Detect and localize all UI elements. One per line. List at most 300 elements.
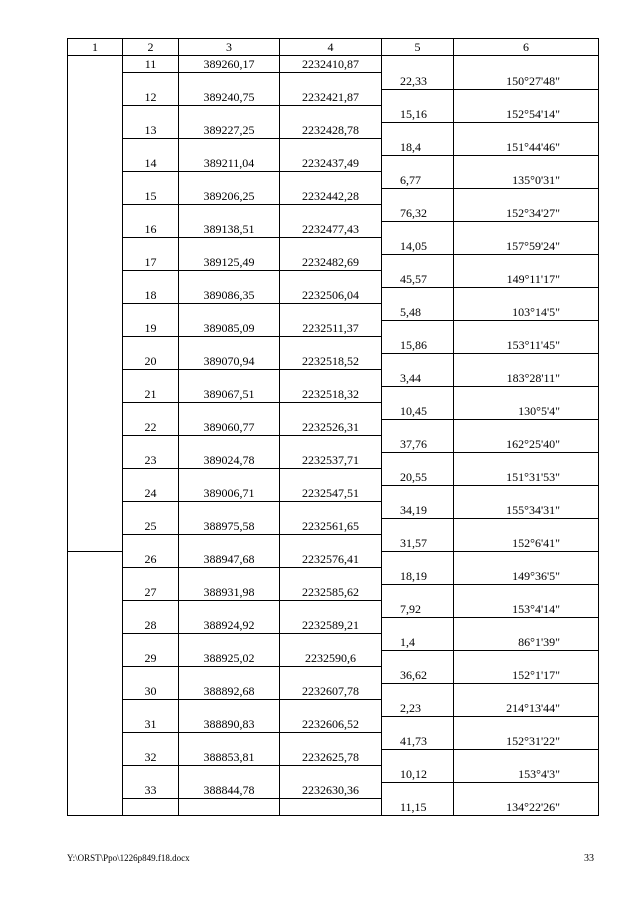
- segment-length: 45,57: [382, 271, 454, 288]
- empty-cell: [382, 683, 454, 700]
- coordinates-table: [67, 38, 599, 816]
- empty-cell: [382, 452, 454, 469]
- point-y: 2232561,65: [280, 518, 382, 535]
- group-cell: [68, 56, 123, 73]
- segment-length: 76,32: [382, 205, 454, 222]
- point-y: 2232547,51: [280, 485, 382, 502]
- segment-row: [68, 634, 599, 651]
- empty-cell: [123, 634, 179, 651]
- empty-cell: [454, 122, 599, 139]
- empty-cell: [382, 287, 454, 304]
- empty-cell: [179, 733, 280, 750]
- empty-cell: [454, 419, 599, 436]
- group-cell: [68, 271, 123, 288]
- point-row: [68, 254, 599, 271]
- point-number: 17: [123, 254, 179, 271]
- point-y: 2232518,52: [280, 353, 382, 370]
- segment-angle: 103°14'5": [454, 304, 599, 321]
- segment-row: [68, 766, 599, 783]
- segment-angle: 149°11'17": [454, 271, 599, 288]
- empty-cell: [280, 766, 382, 783]
- point-number: 26: [123, 551, 179, 568]
- empty-cell: [454, 782, 599, 799]
- point-row: [68, 650, 599, 667]
- segment-angle: 153°4'14": [454, 601, 599, 618]
- empty-cell: [454, 56, 599, 73]
- group-cell: [68, 502, 123, 519]
- empty-cell: [454, 518, 599, 535]
- point-row: [68, 419, 599, 436]
- point-number: 27: [123, 584, 179, 601]
- group-cell: [68, 749, 123, 766]
- segment-length: 2,23: [382, 700, 454, 717]
- segment-row: [68, 73, 599, 90]
- segment-row: [68, 502, 599, 519]
- point-y: 2232477,43: [280, 221, 382, 238]
- header-cell: 2: [123, 39, 179, 56]
- point-number: 19: [123, 320, 179, 337]
- empty-cell: [454, 155, 599, 172]
- empty-cell: [382, 716, 454, 733]
- point-x: 389085,09: [179, 320, 280, 337]
- segment-row: [68, 436, 599, 453]
- segment-angle: 150°27'48": [454, 73, 599, 90]
- group-cell: [68, 766, 123, 783]
- group-cell: [68, 617, 123, 634]
- segment-angle: 152°34'27": [454, 205, 599, 222]
- group-cell: [68, 716, 123, 733]
- point-x: 389211,04: [179, 155, 280, 172]
- empty-cell: [123, 370, 179, 387]
- empty-cell: [179, 271, 280, 288]
- empty-cell: [179, 634, 280, 651]
- segment-length: 6,77: [382, 172, 454, 189]
- empty-cell: [280, 106, 382, 123]
- group-cell: [68, 733, 123, 750]
- segment-row: [68, 304, 599, 321]
- point-y: 2232576,41: [280, 551, 382, 568]
- segment-angle: 153°4'3": [454, 766, 599, 783]
- point-y: 2232607,78: [280, 683, 382, 700]
- point-y: 2232442,28: [280, 188, 382, 205]
- point-row: [68, 287, 599, 304]
- empty-cell: [123, 799, 179, 816]
- empty-cell: [280, 568, 382, 585]
- segment-row: [68, 172, 599, 189]
- empty-cell: [454, 485, 599, 502]
- point-y: 2232511,37: [280, 320, 382, 337]
- point-y: 2232428,78: [280, 122, 382, 139]
- point-x: 389227,25: [179, 122, 280, 139]
- point-x: 389138,51: [179, 221, 280, 238]
- group-cell: [68, 601, 123, 618]
- group-cell: [68, 188, 123, 205]
- empty-cell: [179, 304, 280, 321]
- point-x: 389240,75: [179, 89, 280, 106]
- empty-cell: [382, 155, 454, 172]
- segment-angle: 151°31'53": [454, 469, 599, 486]
- group-cell: [68, 436, 123, 453]
- empty-cell: [123, 733, 179, 750]
- group-cell: [68, 106, 123, 123]
- point-y: 2232421,87: [280, 89, 382, 106]
- point-number: 14: [123, 155, 179, 172]
- empty-cell: [179, 337, 280, 354]
- empty-cell: [123, 106, 179, 123]
- group-cell: [68, 485, 123, 502]
- empty-cell: [280, 172, 382, 189]
- empty-cell: [123, 568, 179, 585]
- point-row: [68, 386, 599, 403]
- empty-cell: [382, 56, 454, 73]
- segment-row: [68, 271, 599, 288]
- segment-length: 7,92: [382, 601, 454, 618]
- point-y: 2232590,6: [280, 650, 382, 667]
- empty-cell: [454, 452, 599, 469]
- point-number: 11: [123, 56, 179, 73]
- segment-length: 1,4: [382, 634, 454, 651]
- point-number: 13: [123, 122, 179, 139]
- table-header-row: [68, 39, 599, 56]
- empty-cell: [123, 700, 179, 717]
- point-row: [68, 617, 599, 634]
- empty-cell: [123, 535, 179, 552]
- group-cell: [68, 551, 123, 568]
- empty-cell: [454, 551, 599, 568]
- group-cell: [68, 155, 123, 172]
- segment-length: 15,86: [382, 337, 454, 354]
- empty-cell: [382, 485, 454, 502]
- point-row: [68, 716, 599, 733]
- point-x: 388947,68: [179, 551, 280, 568]
- segment-row: [68, 205, 599, 222]
- empty-cell: [280, 799, 382, 816]
- empty-cell: [123, 205, 179, 222]
- group-cell: [68, 320, 123, 337]
- group-cell: [68, 568, 123, 585]
- empty-cell: [123, 271, 179, 288]
- point-row: [68, 551, 599, 568]
- segment-angle: 86°1'39": [454, 634, 599, 651]
- empty-cell: [123, 667, 179, 684]
- header-cell: 3: [179, 39, 280, 56]
- empty-cell: [382, 320, 454, 337]
- empty-cell: [280, 238, 382, 255]
- group-cell: [68, 73, 123, 90]
- segment-length: 5,48: [382, 304, 454, 321]
- segment-row: [68, 568, 599, 585]
- segment-row: [68, 238, 599, 255]
- empty-cell: [382, 353, 454, 370]
- point-row: [68, 56, 599, 73]
- empty-cell: [123, 172, 179, 189]
- segment-angle: 152°31'22": [454, 733, 599, 750]
- empty-cell: [123, 139, 179, 156]
- point-number: 21: [123, 386, 179, 403]
- empty-cell: [123, 337, 179, 354]
- empty-cell: [179, 139, 280, 156]
- segment-row: [68, 139, 599, 156]
- point-y: 2232606,52: [280, 716, 382, 733]
- point-row: [68, 485, 599, 502]
- empty-cell: [179, 106, 280, 123]
- segment-length: 41,73: [382, 733, 454, 750]
- segment-length: 14,05: [382, 238, 454, 255]
- empty-cell: [179, 700, 280, 717]
- group-cell: [68, 353, 123, 370]
- empty-cell: [280, 436, 382, 453]
- point-x: 389260,17: [179, 56, 280, 73]
- empty-cell: [179, 73, 280, 90]
- empty-cell: [179, 601, 280, 618]
- group-cell: [68, 419, 123, 436]
- group-cell: [68, 700, 123, 717]
- empty-cell: [123, 469, 179, 486]
- segment-length: 37,76: [382, 436, 454, 453]
- empty-cell: [280, 370, 382, 387]
- empty-cell: [382, 89, 454, 106]
- empty-cell: [179, 502, 280, 519]
- point-x: 389086,35: [179, 287, 280, 304]
- segment-angle: 151°44'46": [454, 139, 599, 156]
- empty-cell: [123, 238, 179, 255]
- point-number: 16: [123, 221, 179, 238]
- segment-length: 18,19: [382, 568, 454, 585]
- point-row: [68, 320, 599, 337]
- empty-cell: [454, 617, 599, 634]
- segment-angle: 130°5'4": [454, 403, 599, 420]
- group-cell: [68, 205, 123, 222]
- empty-cell: [454, 188, 599, 205]
- group-cell: [68, 634, 123, 651]
- footer-page-number: 33: [584, 853, 594, 864]
- empty-cell: [280, 601, 382, 618]
- group-cell: [68, 650, 123, 667]
- point-x: 389024,78: [179, 452, 280, 469]
- point-number: 24: [123, 485, 179, 502]
- point-y: 2232537,71: [280, 452, 382, 469]
- point-row: [68, 782, 599, 799]
- empty-cell: [280, 469, 382, 486]
- empty-cell: [179, 799, 280, 816]
- group-cell: [68, 89, 123, 106]
- group-cell: [68, 683, 123, 700]
- header-cell: 1: [68, 39, 123, 56]
- header-cell: 6: [454, 39, 599, 56]
- group-cell: [68, 782, 123, 799]
- empty-cell: [179, 667, 280, 684]
- point-y: 2232410,87: [280, 56, 382, 73]
- empty-cell: [179, 238, 280, 255]
- point-row: [68, 353, 599, 370]
- empty-cell: [179, 403, 280, 420]
- group-cell: [68, 254, 123, 271]
- header-cell: 4: [280, 39, 382, 56]
- point-row: [68, 221, 599, 238]
- segment-angle: 135°0'31": [454, 172, 599, 189]
- empty-cell: [454, 650, 599, 667]
- point-y: 2232518,32: [280, 386, 382, 403]
- point-x: 388925,02: [179, 650, 280, 667]
- segment-length: 15,16: [382, 106, 454, 123]
- point-number: 30: [123, 683, 179, 700]
- point-row: [68, 683, 599, 700]
- point-y: 2232589,21: [280, 617, 382, 634]
- empty-cell: [454, 749, 599, 766]
- empty-cell: [179, 535, 280, 552]
- empty-cell: [280, 502, 382, 519]
- empty-cell: [280, 304, 382, 321]
- empty-cell: [382, 749, 454, 766]
- point-x: 388853,81: [179, 749, 280, 766]
- point-x: 388975,58: [179, 518, 280, 535]
- group-cell: [68, 221, 123, 238]
- segment-row: [68, 535, 599, 552]
- empty-cell: [280, 733, 382, 750]
- point-y: 2232482,69: [280, 254, 382, 271]
- segment-angle: 134°22'26": [454, 799, 599, 816]
- empty-cell: [454, 683, 599, 700]
- empty-cell: [123, 502, 179, 519]
- segment-angle: 214°13'44": [454, 700, 599, 717]
- segment-angle: 155°34'31": [454, 502, 599, 519]
- empty-cell: [280, 139, 382, 156]
- empty-cell: [454, 254, 599, 271]
- segment-length: 34,19: [382, 502, 454, 519]
- empty-cell: [382, 419, 454, 436]
- group-cell: [68, 518, 123, 535]
- group-cell: [68, 469, 123, 486]
- header-cell: 5: [382, 39, 454, 56]
- empty-cell: [280, 667, 382, 684]
- group-cell: [68, 304, 123, 321]
- point-number: 33: [123, 782, 179, 799]
- segment-row: [68, 700, 599, 717]
- empty-cell: [280, 403, 382, 420]
- point-number: 18: [123, 287, 179, 304]
- point-y: 2232630,36: [280, 782, 382, 799]
- segment-row: [68, 601, 599, 618]
- empty-cell: [123, 73, 179, 90]
- group-cell: [68, 452, 123, 469]
- empty-cell: [179, 370, 280, 387]
- empty-cell: [454, 386, 599, 403]
- empty-cell: [179, 469, 280, 486]
- point-number: 29: [123, 650, 179, 667]
- point-number: 20: [123, 353, 179, 370]
- point-number: 23: [123, 452, 179, 469]
- empty-cell: [454, 221, 599, 238]
- empty-cell: [123, 403, 179, 420]
- segment-length: 36,62: [382, 667, 454, 684]
- empty-cell: [280, 205, 382, 222]
- point-row: [68, 122, 599, 139]
- group-cell: [68, 122, 123, 139]
- empty-cell: [179, 172, 280, 189]
- empty-cell: [280, 337, 382, 354]
- point-number: 12: [123, 89, 179, 106]
- point-x: 388924,92: [179, 617, 280, 634]
- point-x: 388931,98: [179, 584, 280, 601]
- empty-cell: [382, 551, 454, 568]
- empty-cell: [123, 436, 179, 453]
- group-cell: [68, 172, 123, 189]
- empty-cell: [280, 73, 382, 90]
- segment-angle: 162°25'40": [454, 436, 599, 453]
- point-x: 389067,51: [179, 386, 280, 403]
- footer-file-path: Y:\ORST\Ppo\1226p849.f18.docx: [67, 853, 190, 863]
- segment-row: [68, 337, 599, 354]
- group-cell: [68, 238, 123, 255]
- point-x: 388892,68: [179, 683, 280, 700]
- empty-cell: [280, 634, 382, 651]
- segment-angle: 183°28'11": [454, 370, 599, 387]
- point-y: 2232506,04: [280, 287, 382, 304]
- segment-angle: 149°36'5": [454, 568, 599, 585]
- point-x: 389206,25: [179, 188, 280, 205]
- segment-length: 22,33: [382, 73, 454, 90]
- group-cell: [68, 139, 123, 156]
- segment-length: 20,55: [382, 469, 454, 486]
- point-x: 389006,71: [179, 485, 280, 502]
- point-number: 25: [123, 518, 179, 535]
- empty-cell: [382, 254, 454, 271]
- group-cell: [68, 386, 123, 403]
- group-cell: [68, 584, 123, 601]
- segment-length: 18,4: [382, 139, 454, 156]
- segment-angle: 152°1'17": [454, 667, 599, 684]
- empty-cell: [382, 122, 454, 139]
- empty-cell: [179, 205, 280, 222]
- empty-cell: [382, 518, 454, 535]
- empty-cell: [123, 601, 179, 618]
- segment-angle: 152°6'41": [454, 535, 599, 552]
- point-x: 389070,94: [179, 353, 280, 370]
- empty-cell: [179, 436, 280, 453]
- segment-row: [68, 733, 599, 750]
- group-cell: [68, 370, 123, 387]
- point-number: 22: [123, 419, 179, 436]
- segment-row: [68, 106, 599, 123]
- point-row: [68, 584, 599, 601]
- empty-cell: [454, 584, 599, 601]
- empty-cell: [454, 320, 599, 337]
- point-row: [68, 518, 599, 535]
- segment-length: 10,12: [382, 766, 454, 783]
- segment-row: [68, 370, 599, 387]
- point-y: 2232526,31: [280, 419, 382, 436]
- point-row: [68, 155, 599, 172]
- point-number: 31: [123, 716, 179, 733]
- empty-cell: [382, 584, 454, 601]
- point-row: [68, 188, 599, 205]
- empty-cell: [454, 287, 599, 304]
- segment-angle: 152°54'14": [454, 106, 599, 123]
- empty-cell: [382, 386, 454, 403]
- segment-angle: 157°59'24": [454, 238, 599, 255]
- segment-length: 31,57: [382, 535, 454, 552]
- point-row: [68, 452, 599, 469]
- point-y: 2232585,62: [280, 584, 382, 601]
- empty-cell: [382, 782, 454, 799]
- point-x: 389060,77: [179, 419, 280, 436]
- segment-length: 10,45: [382, 403, 454, 420]
- point-x: 389125,49: [179, 254, 280, 271]
- empty-cell: [179, 568, 280, 585]
- segment-row: [68, 403, 599, 420]
- group-cell: [68, 535, 123, 552]
- empty-cell: [382, 188, 454, 205]
